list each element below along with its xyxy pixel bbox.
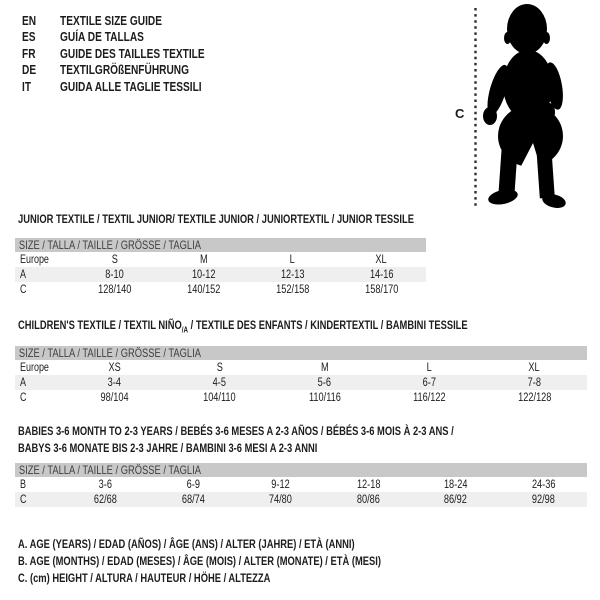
size-cell: 14-16 [369,268,394,281]
table-row [15,252,426,267]
size-cell: 158/170 [364,283,399,296]
size-cell: 3-6 [99,478,113,491]
lang-row-de [22,62,245,79]
size-cell: 80/86 [356,493,380,506]
size-cell: 3-4 [107,376,122,389]
toddler-silhouette [450,0,600,215]
row-label: A [20,268,26,281]
size-cell: 86/92 [444,493,468,506]
size-cell: M [199,253,208,266]
section-title-text: JUNIOR TEXTILE / TEXTIL JUNIOR/ TEXTILE JUNIOR / JUNIORTEXTIL / JUNIOR TESSILE [18,212,414,226]
size-cell: M [320,361,329,374]
size-cell: 98/104 [100,391,129,404]
lang-title-text: TEXTILE SIZE GUIDE [60,12,162,28]
size-cell: 10-12 [191,268,216,281]
language-title-list [22,12,245,95]
lang-title-text: GUÍA DE TALLAS [60,29,144,45]
lang-title-text: GUIDA ALLE TAGLIE TESSILI [60,78,202,94]
row-label: C [20,391,27,404]
size-cell: 6-7 [422,376,437,389]
lang-row-en [22,12,245,29]
lang-row-fr [22,45,245,62]
row-label: B [20,478,26,491]
toddler-body [483,4,567,210]
table-row [15,492,587,507]
row-label: A [20,376,26,389]
size-cell: 140/152 [186,283,221,296]
size-cell: 18-24 [443,478,468,491]
childrens-section-title [18,317,594,338]
size-cell: XL [528,361,541,374]
size-cell: 7-8 [527,376,542,389]
size-cell: 5-6 [317,376,332,389]
legend-notes [18,536,483,587]
row-label: C [20,283,27,296]
size-header-bar [15,463,587,477]
section-title-text: / TEXTILE DES ENFANTS / KINDERTEXTIL / BAMBINI TESSILE [190,318,468,332]
babies-section-title [18,423,577,457]
table-row [15,360,587,375]
size-cell: 104/110 [203,391,236,404]
junior-section-title [18,211,526,228]
size-header-text: SIZE / TALLA / TAILLE / GRÖSSE / TAGLIA [18,346,201,360]
row-label: Europe [20,253,49,266]
size-cell: S [216,361,223,374]
lang-code [22,29,60,44]
size-cell: 12-18 [356,478,381,491]
legend-note-b: B. AGE (MONTHS) / EDAD (MESES) / ÂGE (MOIS) / ALTER (MONATE) / ETÀ (MESI) [18,554,381,568]
lang-code-text: EN [22,12,37,28]
size-header-text: SIZE / TALLA / TAILLE / GRÖSSE / TAGLIA [18,463,201,477]
size-cell: 122/128 [517,391,552,404]
lang-code [22,62,60,77]
lang-code-text: IT [22,78,32,94]
table-row [15,390,587,405]
height-measure-label: C [455,106,465,121]
childrens-size-table [15,346,587,405]
size-cell: 6-9 [186,478,200,491]
size-cell: XS [108,361,121,374]
size-cell: S [111,253,118,266]
lang-code [22,13,60,28]
size-header-bar [15,346,587,360]
table-row [15,375,587,390]
row-label: Europe [20,361,49,374]
table-row [15,267,426,282]
size-header-bar [15,238,426,252]
size-cell: 12-13 [280,268,305,281]
lang-code [22,79,60,94]
table-row [15,282,426,297]
lang-code-text: FR [22,45,36,61]
table-row [15,477,587,492]
lang-title-text: GUIDE DES TAILLES TEXTILE [60,45,205,61]
size-header-text: SIZE / TALLA / TAILLE / GRÖSSE / TAGLIA [18,238,201,252]
section-title-text: BABYS 3-6 MONATE BIS 2-3 JAHRE / BAMBINI 3-6 MESI A 2-3 ANNI [18,441,318,455]
size-cell: 62/68 [94,493,118,506]
legend-note-a: A. AGE (YEARS) / EDAD (AÑOS) / ÂGE (ANS) / ALTER (JAHRE) / ETÀ (ANNI) [18,537,355,551]
size-cell: 116/122 [413,391,446,404]
legend-note-c: C. (cm) HEIGHT / ALTURA / HAUTEUR / HÖHE / ALTEZZA [18,571,271,585]
size-cell: L [426,361,433,374]
lang-title-text: TEXTILGRÖßENFÜHRUNG [60,62,190,78]
size-cell: 8-10 [105,268,124,281]
lang-code-text: DE [22,62,37,78]
size-cell: 152/158 [275,283,310,296]
babies-size-table [15,463,587,507]
section-title-text: BABIES 3-6 MONTH TO 2-3 YEARS / BEBÉS 3-6 MESES A 2-3 AÑOS / BÉBÉS 3-6 MOIS À 2-3 ANS / [18,424,454,438]
size-cell: 68/74 [181,493,205,506]
size-cell: 128/140 [97,283,132,296]
size-cell: 9-12 [271,478,290,491]
section-title-subscript: /A [181,325,189,335]
section-title-text: CHILDREN'S TEXTILE / TEXTIL NIÑO [18,318,182,332]
size-cell: XL [375,253,388,266]
row-label: C [20,493,27,506]
size-cell: L [289,253,296,266]
lang-row-it [22,78,245,95]
size-cell: 110/116 [308,391,341,404]
size-cell: 74/80 [269,493,293,506]
lang-row-es [22,29,245,46]
junior-size-table [15,238,426,297]
lang-code [22,46,60,61]
lang-code-text: ES [22,29,36,45]
size-cell: 4-5 [212,376,227,389]
size-cell: 92/98 [531,493,555,506]
size-cell: 24-36 [531,478,556,491]
